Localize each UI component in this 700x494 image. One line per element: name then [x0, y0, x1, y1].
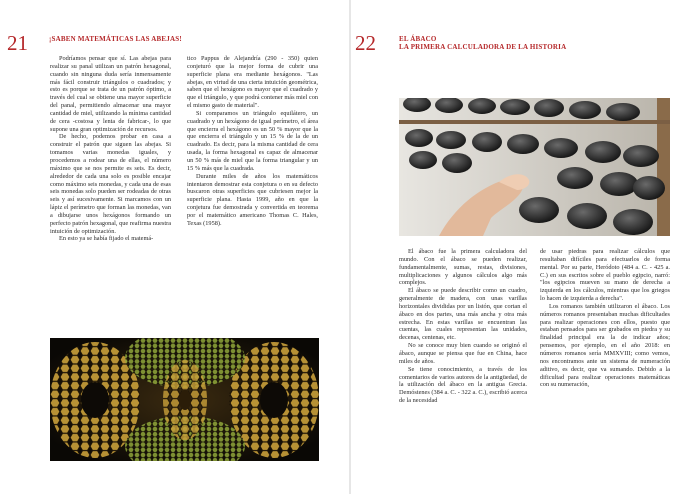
honeycomb-pattern-icon: [50, 338, 319, 461]
right-column-1: [399, 248, 527, 405]
running-title-left: ¡SABEN MATEMÁTICAS LAS ABEJAS!: [49, 35, 182, 43]
abacus-icon: [399, 98, 670, 236]
paragraph: de usar piedras para realizar cálculos que resultaban difíciles para efectuarlos de forma mental. Por su parte, Heródoto (484 a. C. - 425 a. C.) en sus escritos sobre el pueblo egipcio, narró: "los egipcios mueven su mano de derecha a izquierda en los cálculos, mientras que los griegos lo hacen de izquierda a derecha".: [540, 248, 670, 303]
abacus-photo: [399, 98, 670, 236]
paragraph: Durante miles de años los matemáticos intentaron demostrar esta conjetura o en su defecto buscaron otras superficies que cubriesen mejor la superficie plana. Hasta 1999, año en que la conjetura fue demostrada y convertida en teorema por el matemático americano Thomas C. Hales, Texas (1958).: [187, 172, 318, 227]
paragraph: No se conoce muy bien cuando se originó el ábaco, aunque se piensa que fue en China, hace miles de años.: [399, 342, 527, 365]
paragraph: tico Pappus de Alejandría (290 - 350) quien conjeturó que la mejor forma de cubrir una superficie plana era mediante hexágonos. "Las abejas, en virtud de una cierta intuición geométrica, saben que el hexágono es mayor que el cuadrado y que el triángulo, y que podrá contener más miel con el mismo gasto de material".: [187, 55, 318, 110]
page-gutter: [349, 0, 351, 494]
right-column-2: [540, 248, 670, 389]
paragraph: Los romanos también utilizaron el ábaco. Los números romanos presentaban muchas dificultades para realizar operaciones con ellos, puesto que estaban pensados para ser grabados en piedra y su finalidad principal era la de indicar años; pensemos, por ejemplo, en el año 2018: en números romanos sería MMXVIII; como vemos, nos encontramos ante un sistema de numeración aditivo, es decir, que va sumando. Debido a la dificultad para realizar operaciones matemáticas con su numeración,: [540, 302, 670, 389]
paragraph: Podríamos pensar que sí. Las abejas para realizar su panal utilizan un patrón hexagonal, cuando sin ninguna duda sería inmensamente más fácil construir triángulos o cuadrados; y esto es porque se trata de un patrón óptimo, a través del cual se obtiene una mayor superficie del panal, permitiendo almacenar una mayor cantidad de miel, utilizando la mínima cantidad de cera -costosa y lenta de fabricar-, lo que supone una gran optimización de recursos.: [50, 55, 171, 133]
paragraph: El ábaco se puede describir como un cuadro, generalmente de madera, con unas varillas horizontales divididas por un listón, que cortan el ábaco en dos partes, una más ancha y otra más estrecha. En estas varillas se encuentran las cuentas, las cuales representan las unidades, decenas, centenas, etc.: [399, 287, 527, 342]
page-number-left: 21: [7, 31, 28, 55]
page-number-right: 22: [355, 31, 376, 55]
paragraph: Si comparamos un triángulo equilátero, un cuadrado y un hexágono de igual perímetro, el área que encierra el hexágono es un 50 % mayor que la que encierra el triángulo y un 15 % de la de un cuadrado. Es decir, para la misma cantidad de cera usada, la forma hexagonal es capaz de almacenar un 50 % más de miel que la forma triangular y un 15 % más que la cuadrada.: [187, 109, 318, 172]
left-column-2: [187, 55, 318, 228]
honeycomb-mosaic-image: [50, 338, 319, 461]
paragraph: Se tiene conocimiento, a través de los comentarios de varios autores de la antigüedad, de la utilización del ábaco en la antigua Grecia. Demóstenes (384 a. C. - 322 a. C.), escribió acerca de la necesidad: [399, 365, 527, 405]
paragraph: El ábaco fue la primera calculadora del mundo. Con el ábaco se pueden realizar, fundamentalmente, sumas, restas, divisiones, multiplicaciones y algunos cálculos algo más complejos.: [399, 248, 527, 287]
paragraph: De hecho, podemos probar en casa a construir el patrón que siguen las abejas. Si tomamos varias monedas iguales, y procedemos a rodear una de ellas, el número máximo que se nos permite es seis. Es decir, alrededor de cada una solo es posible encajar como máximo seis monedas, y cada una de esas seis monedas solo pueden ser rodeadas de otras seis y así sucesivamente. Si marcamos con un lápiz el perímetro que forman las monedas, van a dibujarse unos hexágonos formando un perfecto patrón hexagonal, que reafirma nuestra intuición de optimización.: [50, 133, 171, 235]
running-title-right-line2: LA PRIMERA CALCULADORA DE LA HISTORIA: [399, 43, 567, 51]
left-column-1: [50, 55, 171, 243]
running-title-right-line1: EL ÁBACO: [399, 35, 437, 43]
paragraph: En esto ya se había fijado el matemá-: [59, 235, 154, 243]
